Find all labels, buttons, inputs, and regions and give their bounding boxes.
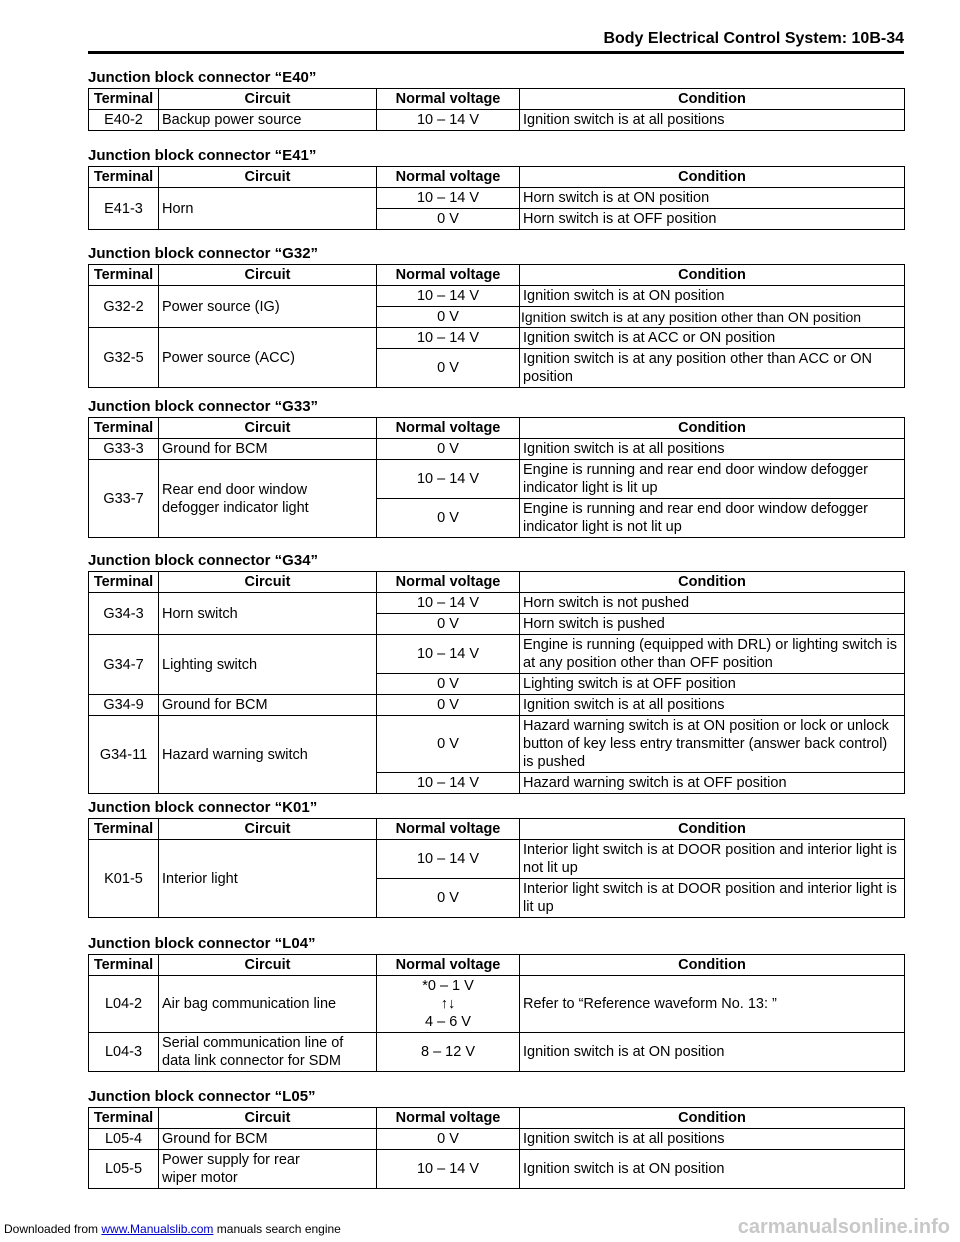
col-condition: Condition	[520, 265, 905, 286]
circuit-cell: Power source (IG)	[159, 286, 377, 328]
connector-table-l04	[88, 954, 905, 1072]
col-circuit: Circuit	[159, 265, 377, 286]
table-row	[89, 286, 905, 307]
col-terminal: Terminal	[89, 1108, 159, 1129]
voltage-cell: 10 – 14 V	[377, 635, 520, 674]
col-condition: Condition	[520, 955, 905, 976]
condition-cell: Hazard warning switch is at ON position or lock or unlock button of key less entry transmitter (answer back control) is pushed	[520, 716, 905, 773]
col-circuit: Circuit	[159, 819, 377, 840]
voltage-cell: 0 V	[377, 614, 520, 635]
condition-cell: Interior light switch is at DOOR position and interior light is not lit up	[520, 840, 905, 879]
col-circuit: Circuit	[159, 572, 377, 593]
voltage-cell: 0 V	[377, 209, 520, 230]
section-title: Junction block connector “G34”	[88, 552, 319, 569]
terminal-cell: G34-7	[89, 635, 159, 695]
circuit-cell: Air bag communication line	[159, 976, 377, 1033]
table-header-row	[89, 819, 905, 840]
terminal-cell: G34-3	[89, 593, 159, 635]
condition-cell: Ignition switch is at any position other than ON position	[520, 307, 905, 328]
voltage-cell: 0 V	[377, 674, 520, 695]
condition-cell: Ignition switch is at all positions	[520, 439, 905, 460]
circuit-cell: Power supply for rear wiper motor	[159, 1150, 377, 1189]
voltage-cell: 0 V	[377, 307, 520, 328]
col-circuit: Circuit	[159, 955, 377, 976]
condition-cell: Engine is running (equipped with DRL) or lighting switch is at any position other than OFF position	[520, 635, 905, 674]
condition-cell: Ignition switch is at all positions	[520, 110, 905, 131]
circuit-cell: Ground for BCM	[159, 439, 377, 460]
circuit-cell: Backup power source	[159, 110, 377, 131]
footer	[4, 1222, 341, 1236]
terminal-cell: E40-2	[89, 110, 159, 131]
terminal-cell: G32-5	[89, 328, 159, 388]
section-title: Junction block connector “L05”	[88, 1088, 316, 1105]
col-circuit: Circuit	[159, 89, 377, 110]
table-header-row	[89, 572, 905, 593]
col-condition: Condition	[520, 1108, 905, 1129]
table-header-row	[89, 265, 905, 286]
voltage-cell: 10 – 14 V	[377, 1150, 520, 1189]
up-down-arrows-icon: ↑↓	[440, 996, 456, 1012]
voltage-cell: 8 – 12 V	[377, 1033, 520, 1072]
table-header-row	[89, 167, 905, 188]
col-condition: Condition	[520, 89, 905, 110]
section-g32	[88, 244, 904, 388]
condition-cell: Horn switch is at OFF position	[520, 209, 905, 230]
section-title: Junction block connector “E40”	[88, 69, 317, 86]
col-condition: Condition	[520, 418, 905, 439]
section-k01	[88, 798, 904, 918]
circuit-cell: Hazard warning switch	[159, 716, 377, 794]
table-row	[89, 1129, 905, 1150]
voltage-cell	[377, 976, 520, 1033]
condition-cell: Engine is running and rear end door window defogger indicator light is not lit up	[520, 499, 905, 538]
condition-cell: Ignition switch is at ON position	[520, 1150, 905, 1189]
table-row	[89, 328, 905, 349]
condition-cell: Horn switch is at ON position	[520, 188, 905, 209]
terminal-cell: G32-2	[89, 286, 159, 328]
connector-table-g32	[88, 264, 905, 388]
header-rule	[88, 51, 904, 54]
voltage-cell: 10 – 14 V	[377, 286, 520, 307]
condition-cell: Refer to “Reference waveform No. 13: ”	[520, 976, 905, 1033]
circuit-cell: Ground for BCM	[159, 695, 377, 716]
section-title: Junction block connector “E41”	[88, 147, 317, 164]
terminal-cell: L05-4	[89, 1129, 159, 1150]
footer-suffix: manuals search engine	[213, 1222, 341, 1236]
col-circuit: Circuit	[159, 167, 377, 188]
terminal-cell: E41-3	[89, 188, 159, 230]
table-row	[89, 439, 905, 460]
connector-table-l05	[88, 1107, 905, 1189]
table-row	[89, 110, 905, 131]
terminal-cell: G33-3	[89, 439, 159, 460]
page-header: Body Electrical Control System: 10B-34	[603, 30, 904, 47]
voltage-cell: 0 V	[377, 439, 520, 460]
col-circuit: Circuit	[159, 418, 377, 439]
terminal-cell: L04-2	[89, 976, 159, 1033]
watermark: carmanualsonline.info	[737, 1216, 950, 1238]
condition-cell: Ignition switch is at ACC or ON position	[520, 328, 905, 349]
voltage-cell: 0 V	[377, 879, 520, 918]
table-row	[89, 593, 905, 614]
col-terminal: Terminal	[89, 265, 159, 286]
voltage-cell: 10 – 14 V	[377, 188, 520, 209]
condition-cell: Ignition switch is at all positions	[520, 695, 905, 716]
section-title: Junction block connector “G33”	[88, 398, 319, 415]
col-voltage: Normal voltage	[377, 572, 520, 593]
table-row	[89, 695, 905, 716]
condition-cell: Ignition switch is at ON position	[520, 1033, 905, 1072]
circuit-cell: Lighting switch	[159, 635, 377, 695]
table-row	[89, 635, 905, 674]
section-e40	[88, 68, 904, 131]
condition-cell: Horn switch is pushed	[520, 614, 905, 635]
col-voltage: Normal voltage	[377, 819, 520, 840]
condition-cell: Lighting switch is at OFF position	[520, 674, 905, 695]
section-title: Junction block connector “G32”	[88, 245, 319, 262]
section-g33	[88, 397, 904, 538]
circuit-cell: Serial communication line of data link connector for SDM	[159, 1033, 377, 1072]
table-row	[89, 1033, 905, 1072]
terminal-cell: G34-11	[89, 716, 159, 794]
footer-prefix: Downloaded from	[4, 1222, 102, 1236]
circuit-cell: Horn	[159, 188, 377, 230]
table-row	[89, 716, 905, 773]
col-terminal: Terminal	[89, 167, 159, 188]
col-condition: Condition	[520, 819, 905, 840]
table-header-row	[89, 955, 905, 976]
manualslib-link[interactable]: www.Manualslib.com	[101, 1222, 214, 1236]
voltage-cell: 10 – 14 V	[377, 110, 520, 131]
condition-cell: Horn switch is not pushed	[520, 593, 905, 614]
col-voltage: Normal voltage	[377, 167, 520, 188]
col-terminal: Terminal	[89, 418, 159, 439]
terminal-cell: G34-9	[89, 695, 159, 716]
voltage-cell: 10 – 14 V	[377, 593, 520, 614]
condition-cell: Ignition switch is at ON position	[520, 286, 905, 307]
terminal-cell: K01-5	[89, 840, 159, 918]
section-l05	[88, 1087, 904, 1189]
voltage-line: 4 – 6 V	[425, 1014, 471, 1030]
section-title: Junction block connector “L04”	[88, 935, 316, 952]
col-voltage: Normal voltage	[377, 265, 520, 286]
table-header-row	[89, 418, 905, 439]
section-g34	[88, 551, 904, 794]
condition-cell: Hazard warning switch is at OFF position	[520, 773, 905, 794]
col-terminal: Terminal	[89, 819, 159, 840]
voltage-line: *0 – 1 V	[422, 978, 474, 994]
connector-table-k01	[88, 818, 905, 918]
connector-table-e40	[88, 88, 905, 131]
terminal-cell: L04-3	[89, 1033, 159, 1072]
col-terminal: Terminal	[89, 572, 159, 593]
circuit-cell: Ground for BCM	[159, 1129, 377, 1150]
table-row	[89, 1150, 905, 1189]
table-row	[89, 188, 905, 209]
voltage-cell: 0 V	[377, 349, 520, 388]
col-terminal: Terminal	[89, 89, 159, 110]
connector-table-g34	[88, 571, 905, 794]
voltage-cell: 10 – 14 V	[377, 328, 520, 349]
table-header-row	[89, 1108, 905, 1129]
section-title: Junction block connector “K01”	[88, 799, 318, 816]
condition-cell: Ignition switch is at any position other than ACC or ON position	[520, 349, 905, 388]
circuit-cell: Interior light	[159, 840, 377, 918]
condition-cell: Interior light switch is at DOOR position and interior light is lit up	[520, 879, 905, 918]
terminal-cell: G33-7	[89, 460, 159, 538]
col-terminal: Terminal	[89, 955, 159, 976]
voltage-cell: 10 – 14 V	[377, 773, 520, 794]
voltage-cell: 0 V	[377, 1129, 520, 1150]
col-voltage: Normal voltage	[377, 1108, 520, 1129]
col-voltage: Normal voltage	[377, 418, 520, 439]
table-row	[89, 460, 905, 499]
col-condition: Condition	[520, 572, 905, 593]
table-row	[89, 840, 905, 879]
col-voltage: Normal voltage	[377, 89, 520, 110]
voltage-cell: 0 V	[377, 695, 520, 716]
connector-table-e41	[88, 166, 905, 230]
connector-table-g33	[88, 417, 905, 538]
voltage-cell: 10 – 14 V	[377, 460, 520, 499]
col-voltage: Normal voltage	[377, 955, 520, 976]
section-l04	[88, 934, 904, 1072]
table-header-row	[89, 89, 905, 110]
terminal-cell: L05-5	[89, 1150, 159, 1189]
condition-cell: Ignition switch is at all positions	[520, 1129, 905, 1150]
condition-cell: Engine is running and rear end door window defogger indicator light is lit up	[520, 460, 905, 499]
voltage-cell: 0 V	[377, 499, 520, 538]
circuit-cell: Power source (ACC)	[159, 328, 377, 388]
section-e41	[88, 146, 904, 230]
circuit-cell: Rear end door window defogger indicator light	[159, 460, 377, 538]
table-row	[89, 976, 905, 1033]
col-circuit: Circuit	[159, 1108, 377, 1129]
circuit-cell: Horn switch	[159, 593, 377, 635]
voltage-cell: 0 V	[377, 716, 520, 773]
voltage-cell: 10 – 14 V	[377, 840, 520, 879]
col-condition: Condition	[520, 167, 905, 188]
